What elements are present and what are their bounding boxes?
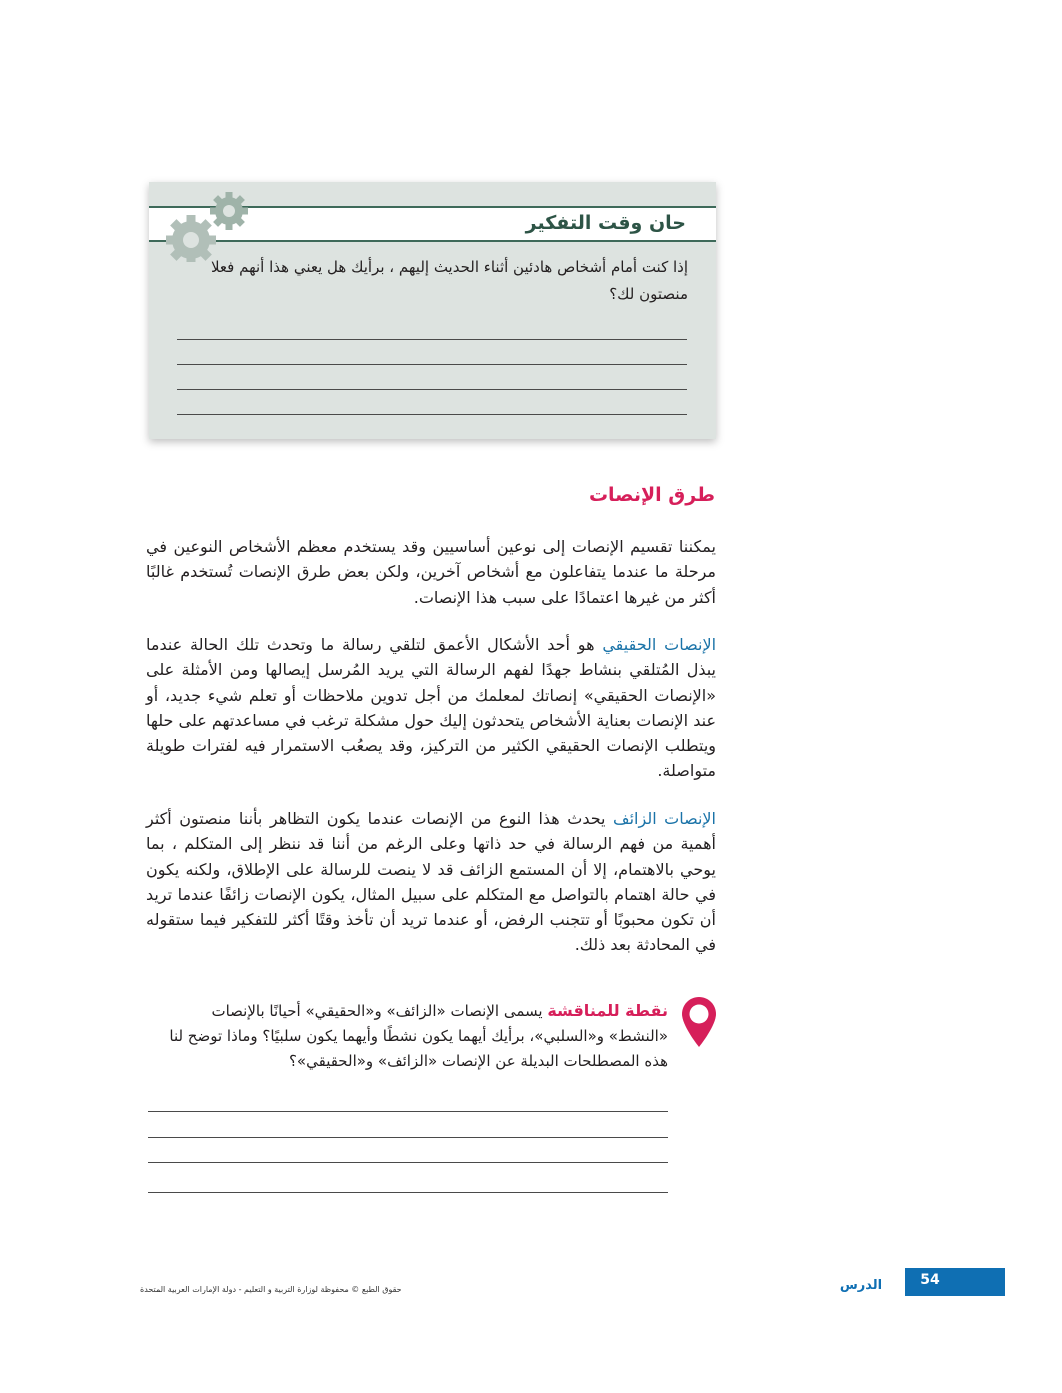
answer-line[interactable] <box>177 389 687 390</box>
thinking-box <box>149 182 716 439</box>
discussion-point <box>148 998 668 1074</box>
page-number-tab <box>905 1268 1005 1296</box>
intro-paragraph: يمكننا تقسيم الإنصات إلى نوعين أساسيين وقد يستخدم معظم الأشخاص النوعين في مرحلة ما عندما يتفاعلون مع أشخاص آخرين، ولكن بعض طرق الإنصات تُستخدم غالبًا أكثر من غيرها اعتمادًا على سبب هذا الإنصات. <box>146 537 716 607</box>
copyright-notice: حقوق الطبع © محفوظة لوزارة التربية و التعليم - دولة الإمارات العربية المتحدة <box>140 1285 402 1294</box>
thinking-box-title: حان وقت التفكير <box>525 212 686 234</box>
answer-line[interactable] <box>148 1111 668 1112</box>
lesson-label: الدرس <box>839 1278 883 1293</box>
answer-line[interactable] <box>148 1162 668 1163</box>
false-listening-term: الإنصات الزائف <box>613 809 716 828</box>
discussion-text: يسمى الإنصات «الزائف» و«الحقيقي» أحيانًا بالإنصات «النشط» و«السلبي»، برأيك أيهما يكون نشطًا وأيهما يكون سلبيًا؟ وماذا توضح لنا هذه المصطلحات البديلة عن الإنصات «الزائف» و«الحقيقي»؟ <box>169 1002 668 1070</box>
real-listening-text: هو أحد الأشكال الأعمق لتلقي رسالة ما وتحدث تلك الحالة عندما يبذل المُتلقي بنشاط جهدًا لفهم الرسالة التي يريد المُرسل إيصالها ومن الأمثلة على «الإنصات الحقيقي» إنصاتك لمعلمك من أجل تدوين ملاحظات أو تعلم شيء جديد، أو عند الإنصات بعناية الأشخاص يتحدثون إليك حول مشكلة ترغب في مساعدتهم على حلها ويتطلب الإنصات الحقيقي الكثير من التركيز، وقد يصعُب الاستمرار فيه لفترات طويلة متواصلة. <box>146 635 716 781</box>
answer-line[interactable] <box>177 364 687 365</box>
map-pin-icon <box>681 996 717 1048</box>
answer-line[interactable] <box>177 339 687 340</box>
discussion-label: نقطة للمناقشة <box>547 1001 668 1020</box>
false-listening-paragraph <box>146 806 716 958</box>
real-listening-term: الإنصات الحقيقي <box>602 635 717 654</box>
answer-line[interactable] <box>148 1192 668 1193</box>
answer-line[interactable] <box>148 1137 668 1138</box>
false-listening-text: يحدث هذا النوع من الإنصات عندما يكون التظاهر بأننا منصتون أكثر أهمية من فهم الرسالة في حد ذاتها وعلى الرغم من أننا قد ننظر إلى المتكلم ، بما يوحي بالاهتمام، إلا أن المستمع الزائف قد لا ينصت للرسالة على الإطلاق، ولكنه يكون في حالة اهتمام بالتواصل مع المتكلم على سبيل المثال، يكون الإنصات زائفًا عندما تريد أن تكون محبوبًا أو تتجنب الرفض، أو عندما تريد أن تأخذ وقتًا أكثر للتفكير فيما ستقوله في المحادثة بعد ذلك. <box>146 809 716 955</box>
section-heading: طرق الإنصات <box>588 484 715 506</box>
page-number: 54 <box>920 1272 940 1288</box>
gears-icon <box>157 192 252 262</box>
thinking-box-question: إذا كنت أمام أشخاص هادئين أثناء الحديث إليهم ، برأيك هل يعني هذا أنهم فعلا منصتون لك؟ <box>210 258 688 303</box>
answer-line[interactable] <box>177 414 687 415</box>
real-listening-paragraph <box>146 632 716 784</box>
